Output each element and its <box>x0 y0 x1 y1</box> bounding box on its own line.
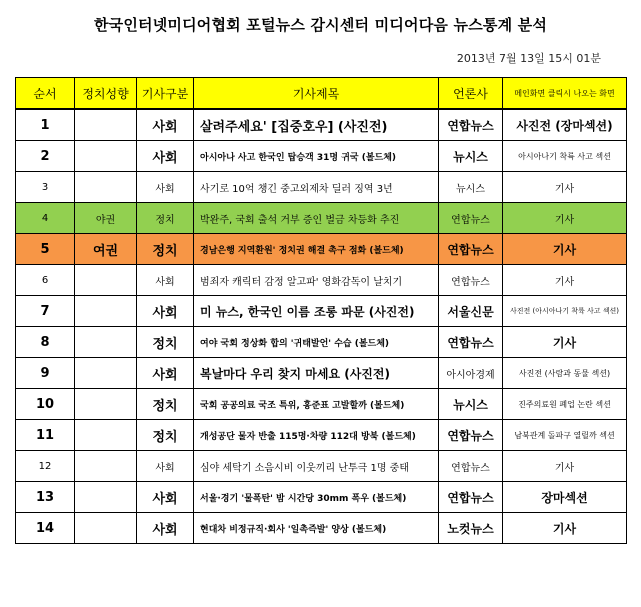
table-row <box>16 234 627 265</box>
row-screen: 기사 <box>503 172 627 203</box>
row-publisher: 연합뉴스 <box>439 451 503 482</box>
row-publisher: 뉴시스 <box>439 389 503 420</box>
row-tendency: 야권 <box>75 203 137 234</box>
row-tendency <box>75 172 137 203</box>
row-number: 3 <box>16 172 75 203</box>
row-screen: 사진전 (아시아나기 착륙 사고 섹션) <box>503 296 627 327</box>
row-title: 현대차 비정규직·회사 '일촉즉발' 양상 (볼드체) <box>194 513 439 544</box>
row-screen: 진주의료원 폐업 논란 섹션 <box>503 389 627 420</box>
row-screen: 기사 <box>503 327 627 358</box>
row-screen: 기사 <box>503 451 627 482</box>
col-header-publisher: 언론사 <box>439 78 503 110</box>
row-section: 정치 <box>137 203 194 234</box>
row-number: 2 <box>16 141 75 172</box>
row-publisher: 연합뉴스 <box>439 203 503 234</box>
row-title: 아시아나 사고 한국인 탑승객 31명 귀국 (볼드체) <box>194 141 439 172</box>
col-header-title: 기사제목 <box>194 78 439 110</box>
row-title: 복날마다 우리 찾지 마세요 (사진전) <box>194 358 439 389</box>
row-title: 국회 공공의료 국조 특위, 홍준표 고발할까 (볼드체) <box>194 389 439 420</box>
row-tendency <box>75 265 137 296</box>
table-row <box>16 420 627 451</box>
row-section: 사회 <box>137 172 194 203</box>
row-screen: 아시아나기 착륙 사고 섹션 <box>503 141 627 172</box>
row-title: 범죄자 캐릭터 감정 알고파' 영화감독이 날치기 <box>194 265 439 296</box>
page-title: 한국인터넷미디어협회 포털뉴스 감시센터 미디어다음 뉴스통계 분석 <box>93 16 548 34</box>
row-screen: 사진전 (장마섹션) <box>503 109 627 141</box>
row-tendency: 여권 <box>75 234 137 265</box>
row-section: 사회 <box>137 451 194 482</box>
row-tendency <box>75 513 137 544</box>
row-tendency <box>75 327 137 358</box>
row-section: 정치 <box>137 389 194 420</box>
row-title: 여야 국회 정상화 합의 '귀태발언' 수습 (볼드체) <box>194 327 439 358</box>
row-screen: 기사 <box>503 234 627 265</box>
row-title: 개성공단 물자 반출 115명·차량 112대 방북 (볼드체) <box>194 420 439 451</box>
row-tendency <box>75 389 137 420</box>
row-publisher: 연합뉴스 <box>439 234 503 265</box>
row-number: 7 <box>16 296 75 327</box>
row-section: 사회 <box>137 109 194 141</box>
row-number: 10 <box>16 389 75 420</box>
row-title: 미 뉴스, 한국인 이름 조롱 파문 (사진전) <box>194 296 439 327</box>
row-number: 5 <box>16 234 75 265</box>
row-publisher: 연합뉴스 <box>439 327 503 358</box>
table-header-row <box>16 78 627 110</box>
table-row <box>16 358 627 389</box>
row-title: 경남은행 지역환원' 정치권 해결 촉구 점화 (볼드체) <box>194 234 439 265</box>
row-number: 11 <box>16 420 75 451</box>
row-section: 사회 <box>137 141 194 172</box>
row-number: 14 <box>16 513 75 544</box>
table-row <box>16 296 627 327</box>
table-row <box>16 265 627 296</box>
row-publisher: 뉴시스 <box>439 141 503 172</box>
col-header-tendency: 정치성향 <box>75 78 137 110</box>
col-header-screen: 메인화면 클릭시 나오는 화면 <box>503 78 627 110</box>
col-header-section: 기사구분 <box>137 78 194 110</box>
row-section: 정치 <box>137 420 194 451</box>
row-title: 박완주, 국회 출석 거부 증인 벌금 차등화 추진 <box>194 203 439 234</box>
row-screen: 기사 <box>503 265 627 296</box>
row-screen: 기사 <box>503 203 627 234</box>
row-section: 정치 <box>137 234 194 265</box>
row-number: 12 <box>16 451 75 482</box>
table-row <box>16 513 627 544</box>
row-screen: 남북관계 돌파구 열릴까 섹션 <box>503 420 627 451</box>
table-row <box>16 141 627 172</box>
row-screen: 기사 <box>503 513 627 544</box>
row-screen: 사진전 (사람과 동물 섹션) <box>503 358 627 389</box>
table-row <box>16 482 627 513</box>
row-section: 사회 <box>137 265 194 296</box>
row-tendency <box>75 420 137 451</box>
row-section: 사회 <box>137 296 194 327</box>
row-publisher: 아시아경제 <box>439 358 503 389</box>
row-title: 사기로 10억 챙긴 중고외제차 딜러 징역 3년 <box>194 172 439 203</box>
table-row <box>16 389 627 420</box>
table-row <box>16 451 627 482</box>
row-screen: 장마섹션 <box>503 482 627 513</box>
row-publisher: 뉴시스 <box>439 172 503 203</box>
row-section: 사회 <box>137 358 194 389</box>
row-number: 13 <box>16 482 75 513</box>
row-number: 8 <box>16 327 75 358</box>
col-header-order: 순서 <box>16 78 75 110</box>
row-section: 사회 <box>137 482 194 513</box>
row-tendency <box>75 358 137 389</box>
table-row <box>16 203 627 234</box>
row-number: 1 <box>16 109 75 141</box>
timestamp: 2013년 7월 13일 15시 01분 <box>456 52 601 65</box>
row-publisher: 서울신문 <box>439 296 503 327</box>
row-publisher: 연합뉴스 <box>439 420 503 451</box>
row-title: 서울·경기 '물폭탄' 밤 시간당 30mm 폭우 (볼드체) <box>194 482 439 513</box>
row-tendency <box>75 451 137 482</box>
table-row <box>16 109 627 141</box>
row-publisher: 연합뉴스 <box>439 265 503 296</box>
row-title: 살려주세요' [집중호우] (사진전) <box>194 109 439 141</box>
news-stats-table <box>15 77 627 544</box>
row-number: 4 <box>16 203 75 234</box>
table-row <box>16 327 627 358</box>
row-publisher: 연합뉴스 <box>439 482 503 513</box>
row-title: 심야 세탁기 소음시비 이웃끼리 난투극 1명 중태 <box>194 451 439 482</box>
row-number: 6 <box>16 265 75 296</box>
row-publisher: 노컷뉴스 <box>439 513 503 544</box>
row-number: 9 <box>16 358 75 389</box>
row-tendency <box>75 296 137 327</box>
table-row <box>16 172 627 203</box>
row-tendency <box>75 482 137 513</box>
row-section: 사회 <box>137 513 194 544</box>
row-tendency <box>75 141 137 172</box>
row-publisher: 연합뉴스 <box>439 109 503 141</box>
row-tendency <box>75 109 137 141</box>
row-section: 정치 <box>137 327 194 358</box>
